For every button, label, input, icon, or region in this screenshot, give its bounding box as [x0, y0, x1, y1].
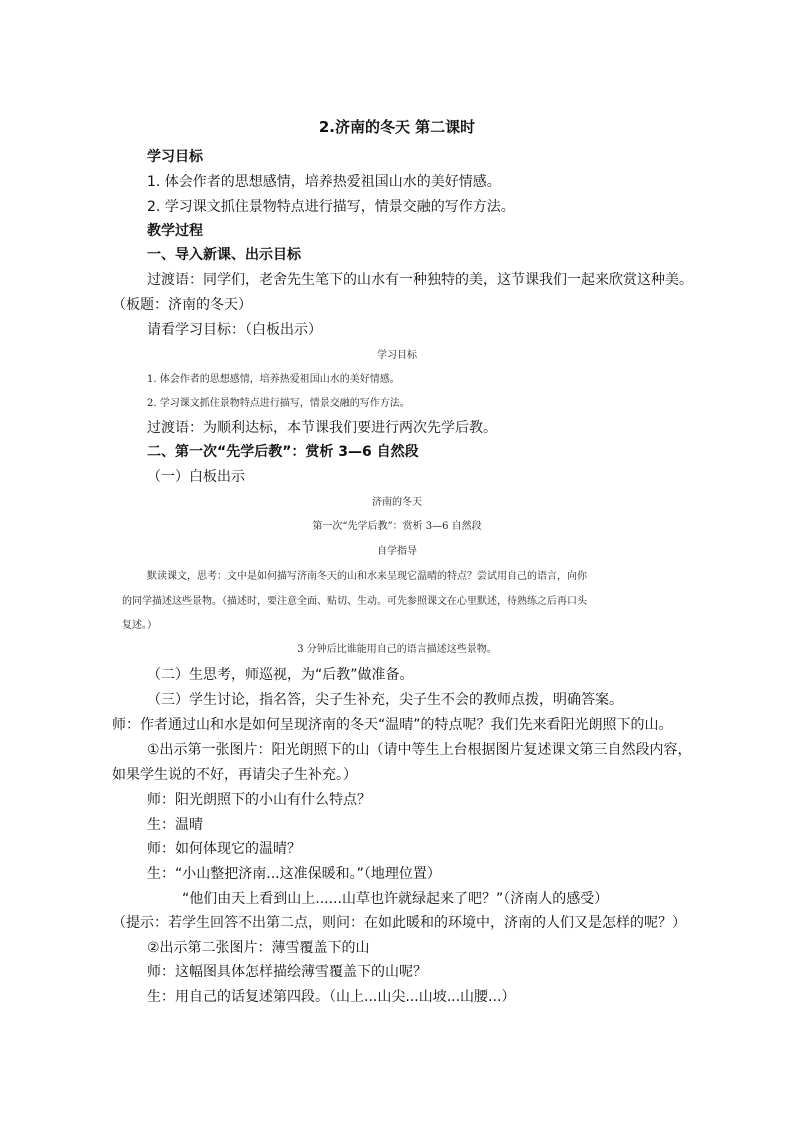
- student-answer-2: 生：“小山整把济南...这准保暖和。”（地理位置）: [147, 866, 441, 882]
- teacher-question-1: 师：作者通过山和水是如何呈现济南的冬天“温晴”的特点呢？我们先来看阳光朗照下的山。: [112, 717, 673, 733]
- substep-3: （三）学生讨论，指名答，尖子生补充，尖子生不会的教师点拨，明确答案。: [147, 692, 623, 708]
- transition-text-1: 过渡语：同学们，老舍先生笔下的山水有一种独特的美，这节课我们一起来欣赏这种美。: [147, 272, 693, 288]
- page-title: 2.济南的冬天 第二课时: [318, 118, 476, 136]
- goal-item-2: 2. 学习课文抓住景物特点进行描写，情景交融的写作方法。: [147, 199, 515, 215]
- substep-1: （一）白板出示: [147, 469, 245, 485]
- picture-1-instruction: ①出示第一张图片：阳光朗照下的山（请中等生上台根据图片复述课文第三自然段内容，: [147, 742, 692, 758]
- student-answer-2-cont: “他们由天上看到山上......山草也许就绿起来了吧？”（济南人的感受）: [182, 891, 609, 907]
- step-1-heading: 一、导入新课、出示目标: [147, 247, 301, 263]
- teacher-question-3: 师：如何体现它的温晴？: [147, 841, 301, 857]
- board2-subtitle: 第一次“先学后教”：赏析 3—6 自然段: [312, 521, 482, 532]
- board1-item-1: 1. 体会作者的思想感情，培养热爱祖国山水的美好情感。: [147, 374, 400, 385]
- student-answer-1: 生：温晴: [147, 817, 203, 833]
- goal-item-1: 1. 体会作者的思想感情，培养热爱祖国山水的美好情感。: [147, 174, 501, 190]
- board-title-note: （板题：济南的冬天）: [112, 297, 252, 313]
- student-answer-3: 生：用自己的话复述第四段。（山上...山尖...山坡...山腰...）: [147, 989, 516, 1005]
- section-heading-goals: 学习目标: [147, 149, 203, 165]
- hint-text: （提示：若学生回答不出第二点，则问：在如此暖和的环境中，济南的人们又是怎样的呢？）: [112, 915, 686, 931]
- substep-2: （二）生思考，师巡视，为“后教”做准备。: [147, 667, 414, 683]
- picture-2-instruction: ②出示第二张图片：薄雪覆盖下的山: [147, 940, 370, 956]
- board1-item-2: 2. 学习课文抓住景物特点进行描写，情景交融的写作方法。: [147, 398, 410, 409]
- transition-text-2: 过渡语：为顺利达标，本节课我们要进行两次先学后教。: [147, 420, 497, 436]
- board2-para-line-1: 默读课文，思考：文中是如何描写济南冬天的山和水来呈现它温晴的特点？尝试用自己的语言，向你: [147, 571, 587, 582]
- board2-note: 3 分钟后比谁能用自己的语言描述这些景物。: [297, 644, 497, 655]
- board2-para-line-2: 的同学描述这些景物。（描述时，要注意全面、贴切、生动。可先参照课文在心里默述，待熟练之后再口头: [122, 596, 587, 607]
- board2-para-line-3: 复述。）: [122, 620, 157, 631]
- picture-1-instruction-cont: 如果学生说的不好，再请尖子生补充。）: [112, 767, 357, 783]
- board2-title: 济南的冬天: [372, 497, 422, 508]
- section-heading-process: 教学过程: [147, 223, 203, 239]
- board1-heading: 学习目标: [377, 350, 417, 361]
- show-goals-instruction: 请看学习目标：（白板出示）: [147, 322, 322, 338]
- board2-heading: 自学指导: [377, 546, 417, 557]
- teacher-question-2: 师：阳光朗照下的小山有什么特点？: [147, 792, 371, 808]
- step-2-heading: 二、第一次“先学后教”：赏析 3—6 自然段: [147, 444, 419, 460]
- teacher-question-4: 师：这幅图具体怎样描绘薄雪覆盖下的山呢？: [147, 964, 427, 980]
